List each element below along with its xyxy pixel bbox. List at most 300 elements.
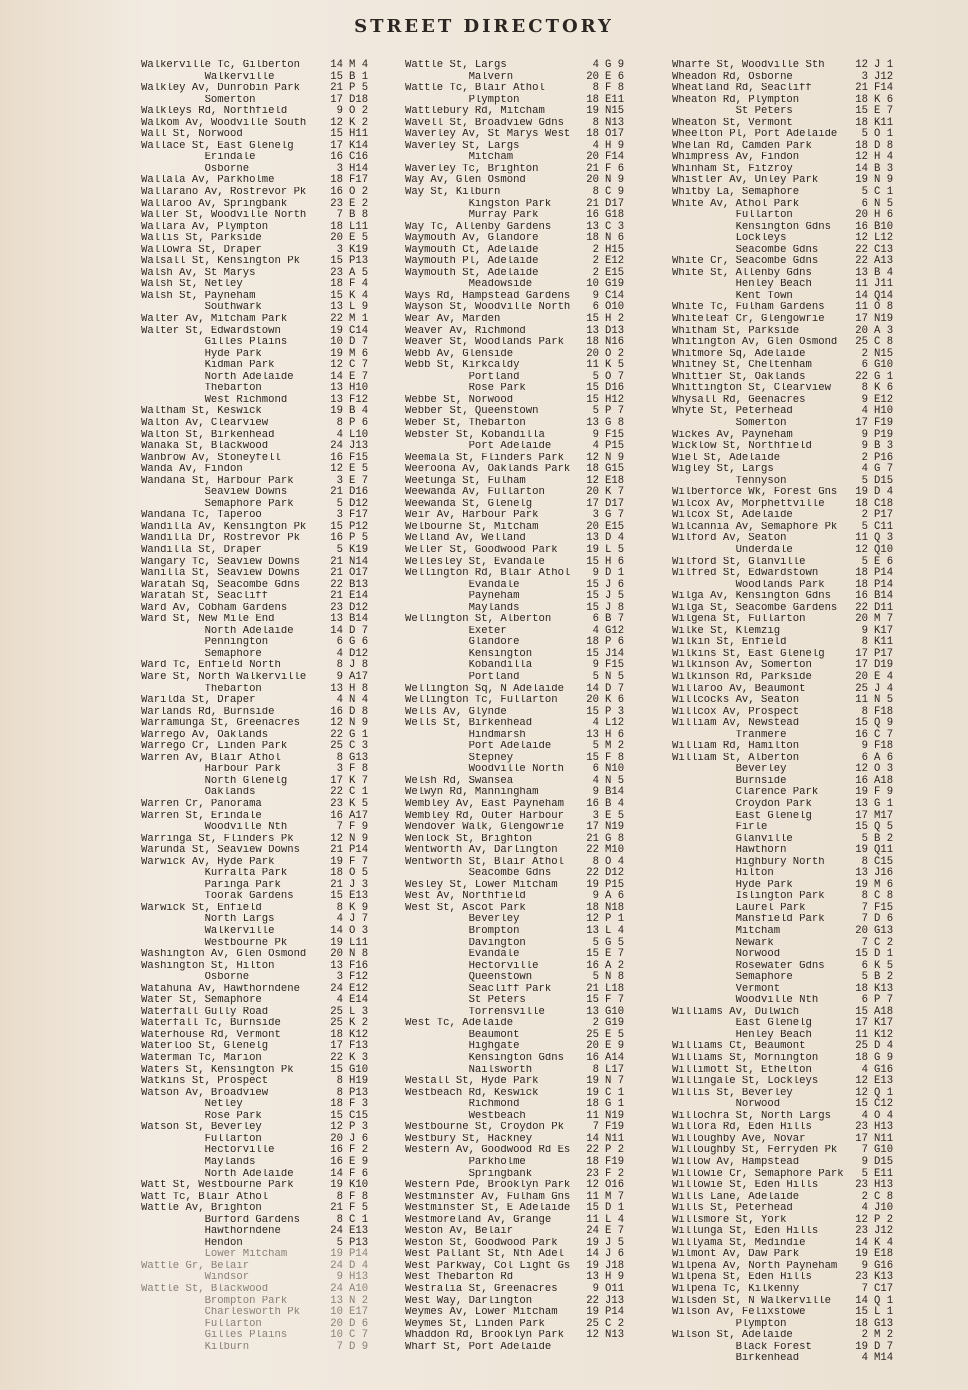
map-page: 18 <box>586 636 599 649</box>
directory-entry <box>405 118 635 130</box>
map-page: 5 <box>861 520 868 533</box>
map-page: 24 <box>330 440 343 453</box>
directory-entry <box>141 1272 379 1284</box>
map-page: 22 <box>586 844 599 857</box>
directory-entry <box>141 1342 379 1354</box>
map-page: 5 <box>861 1167 868 1180</box>
map-page: 22 <box>855 370 868 383</box>
directory-entry <box>672 187 904 199</box>
map-page: 3 <box>592 809 599 822</box>
directory-entry <box>405 603 635 615</box>
street-name: Wilmont Av, Daw Park <box>672 1249 800 1261</box>
map-page: 18 <box>586 901 599 914</box>
directory-entry <box>405 1007 635 1019</box>
map-page: 22 <box>586 867 599 880</box>
street-name: Waltham St, Keswick <box>141 406 262 418</box>
grid-reference: N 9 <box>874 174 894 187</box>
grid-reference: D 7 <box>349 336 369 349</box>
map-page: 16 <box>330 705 343 718</box>
directory-entry <box>405 1018 635 1030</box>
map-page: 20 <box>586 151 599 164</box>
map-page: 12 <box>330 116 343 129</box>
map-page: 23 <box>330 798 343 810</box>
grid-reference: B 2 <box>874 832 894 845</box>
grid-reference: C 7 <box>349 359 369 372</box>
street-name: Williams Ct, Beaumont <box>672 1041 806 1053</box>
grid-reference: J 3 <box>349 878 369 891</box>
directory-entry <box>141 1099 379 1111</box>
street-name: Waratah St, Seacliff <box>141 591 269 603</box>
street-name: Semaphore <box>141 648 262 660</box>
directory-entry <box>672 1053 904 1065</box>
street-name: William Av, Newstead <box>672 718 800 730</box>
directory-entry <box>405 984 635 996</box>
directory-entry <box>141 441 379 453</box>
grid-reference: E 9 <box>349 1155 369 1168</box>
street-name: Toorak Gardens <box>141 891 294 903</box>
grid-reference: N 2 <box>349 1294 369 1307</box>
directory-entry <box>405 233 635 245</box>
directory-entry <box>405 199 635 211</box>
map-page: 13 <box>330 959 343 972</box>
grid-reference: G15 <box>605 463 625 476</box>
street-name: Newark <box>672 937 774 949</box>
directory-entry <box>141 1226 379 1238</box>
directory-entry <box>141 1261 379 1273</box>
directory-entry <box>672 245 904 257</box>
street-name: Portland <box>405 671 520 683</box>
grid-reference: H 9 <box>605 1271 625 1284</box>
map-page: 9 <box>336 105 343 118</box>
grid-reference: F12 <box>349 393 369 406</box>
directory-entry <box>141 672 379 684</box>
map-page: 18 <box>855 982 868 995</box>
grid-reference: C 1 <box>874 186 894 199</box>
directory-entry <box>405 1122 635 1134</box>
grid-reference: D 6 <box>874 913 894 926</box>
street-name: Webster St, Kobandilla <box>405 429 545 441</box>
directory-entry <box>672 903 904 915</box>
directory-entry <box>672 1342 904 1354</box>
street-name: Brompton <box>405 926 520 938</box>
map-page: 8 <box>861 705 868 718</box>
map-page: 5 <box>336 497 343 510</box>
grid-reference: J10 <box>874 1202 894 1215</box>
map-page: 2 <box>592 266 599 279</box>
grid-reference: B 3 <box>874 440 894 453</box>
map-page: 17 <box>855 659 868 672</box>
grid-reference: O11 <box>605 1282 625 1295</box>
grid-reference: D 1 <box>605 1202 625 1215</box>
street-name: Whittier St, Oaklands <box>672 371 806 383</box>
street-name: Tennyson <box>672 475 787 487</box>
map-page: 9 <box>861 440 868 453</box>
street-name: Willoughby Ave, Novar <box>672 1133 806 1145</box>
directory-entry <box>672 430 904 442</box>
directory-entry <box>405 695 635 707</box>
grid-reference: H13 <box>874 1121 894 1134</box>
grid-reference: F 9 <box>874 786 894 799</box>
directory-entry <box>405 614 635 626</box>
street-name: Wandilla Dr, Rostrevor Pk <box>141 533 300 545</box>
grid-reference: J11 <box>874 278 894 291</box>
directory-entry <box>405 1134 635 1146</box>
street-name: Welbourne St, Mitcham <box>405 521 539 533</box>
directory-entry <box>405 637 635 649</box>
directory-entry <box>405 141 635 153</box>
grid-reference: N 9 <box>349 717 369 730</box>
map-page: 17 <box>855 1017 868 1030</box>
grid-reference: P13 <box>349 1086 369 1099</box>
grid-reference: F15 <box>349 451 369 464</box>
street-name: Thebarton <box>141 383 262 395</box>
map-page: 16 <box>330 151 343 164</box>
grid-reference: P13 <box>349 255 369 268</box>
grid-reference: H12 <box>605 393 625 406</box>
directory-entry <box>672 372 904 384</box>
map-page: 22 <box>330 728 343 741</box>
grid-reference: E 9 <box>605 1040 625 1053</box>
grid-reference: M 7 <box>605 1190 625 1203</box>
grid-reference: H 2 <box>605 313 625 326</box>
directory-entry <box>405 949 635 961</box>
map-page: 18 <box>586 93 599 106</box>
directory-entry <box>141 129 379 141</box>
street-name: Southwark <box>141 302 262 314</box>
street-name: Weir Av, Harbour Park <box>405 510 539 522</box>
directory-entry <box>405 326 635 338</box>
directory-entry <box>141 187 379 199</box>
street-name: Watt Tc, Blair Athol <box>141 1191 269 1203</box>
map-page: 21 <box>586 982 599 995</box>
grid-reference: G 1 <box>349 728 369 741</box>
street-name: Wandana Tc, Taperoo <box>141 510 262 522</box>
map-page: 11 <box>855 694 868 707</box>
grid-reference: E12 <box>605 255 625 268</box>
grid-reference: F 8 <box>349 1190 369 1203</box>
grid-reference: N 7 <box>605 1075 625 1088</box>
directory-entry <box>672 1353 904 1365</box>
map-page: 23 <box>330 601 343 614</box>
directory-entry <box>672 476 904 488</box>
street-name: Woodville Nth <box>141 822 288 834</box>
grid-reference: A 5 <box>349 266 369 279</box>
directory-entry <box>672 557 904 569</box>
grid-reference: N19 <box>605 821 625 834</box>
grid-reference: O 3 <box>874 763 894 776</box>
map-page: 20 <box>330 1132 343 1145</box>
directory-entry <box>141 926 379 938</box>
grid-reference: D11 <box>874 601 894 614</box>
grid-reference: C16 <box>349 151 369 164</box>
map-page: 21 <box>586 832 599 845</box>
directory-entry <box>672 1041 904 1053</box>
street-name: Whitham St, Parkside <box>672 325 800 337</box>
street-name: Willaroo Av, Beaumont <box>672 683 806 695</box>
map-page: 2 <box>861 347 868 360</box>
grid-reference: L18 <box>605 982 625 995</box>
directory-entry <box>672 1099 904 1111</box>
street-name: Wigley St, Largs <box>672 464 774 476</box>
grid-reference: D 7 <box>605 682 625 695</box>
map-page: 9 <box>592 428 599 441</box>
street-name: Kidman Park <box>141 360 275 372</box>
street-name: Westbourne Pk <box>141 937 288 949</box>
street-name: Walter St, Edwardstown <box>141 325 281 337</box>
directory-entry <box>405 349 635 361</box>
directory-entry <box>141 152 379 164</box>
street-name: Washington Av, Glen Osmond <box>141 949 307 961</box>
directory-entry <box>672 649 904 661</box>
street-name: Way Tc, Allenby Gardens <box>405 221 552 233</box>
street-name: Wallala Av, Parkholme <box>141 175 275 187</box>
street-name: St Peters <box>672 106 793 118</box>
grid-reference: F 4 <box>349 278 369 291</box>
street-name: Webber St, Queenstown <box>405 406 539 418</box>
directory-entry <box>672 891 904 903</box>
directory-entry <box>405 418 635 430</box>
grid-reference: A13 <box>874 255 894 268</box>
directory-entry <box>141 430 379 442</box>
map-page: 22 <box>855 243 868 256</box>
street-name: Norwood <box>672 949 781 961</box>
map-page: 17 <box>330 1040 343 1053</box>
directory-entry <box>405 1330 635 1342</box>
map-page: 22 <box>586 1144 599 1157</box>
directory-entry <box>141 95 379 107</box>
grid-reference: C14 <box>349 324 369 337</box>
street-name: Wilkins St, East Glenelg <box>672 648 825 660</box>
directory-entry <box>141 961 379 973</box>
directory-entry <box>405 857 635 869</box>
grid-reference: O10 <box>605 301 625 314</box>
directory-entry <box>672 1065 904 1077</box>
directory-entry <box>141 1018 379 1030</box>
street-name: White Cr, Seacombe Gdns <box>672 256 819 268</box>
grid-reference: P14 <box>349 844 369 857</box>
street-name: Wicklow St, Northfield <box>672 441 812 453</box>
grid-reference: G18 <box>605 209 625 222</box>
grid-reference: F 5 <box>349 1202 369 1215</box>
directory-entry <box>141 1122 379 1134</box>
grid-reference: O 8 <box>874 301 894 314</box>
map-page: 21 <box>330 82 343 95</box>
directory-entry <box>141 822 379 834</box>
street-name: Erindale <box>141 152 256 164</box>
street-name: Walsh St, Netley <box>141 279 243 291</box>
grid-reference: F15 <box>605 428 625 441</box>
map-page: 20 <box>855 613 868 626</box>
grid-reference: B14 <box>349 613 369 626</box>
grid-reference: E 7 <box>605 1225 625 1238</box>
map-page: 5 <box>592 971 599 984</box>
street-name: Wilcannia Av, Semaphore Pk <box>672 521 838 533</box>
grid-reference: P 7 <box>605 405 625 418</box>
map-page: 20 <box>855 209 868 222</box>
map-page: 14 <box>330 1167 343 1180</box>
street-name: Hendon <box>141 1237 243 1249</box>
map-page: 8 <box>336 1190 343 1203</box>
street-name: Walsall St, Kensington Pk <box>141 256 300 268</box>
street-name: Wheadon Rd, Osborne <box>672 71 793 83</box>
directory-entry <box>672 1111 904 1123</box>
street-name: Wells St, Birkenhead <box>405 718 533 730</box>
grid-reference: B13 <box>349 578 369 591</box>
street-name: Willyama St, Medindie <box>672 1237 806 1249</box>
street-name: Henley Beach <box>672 1029 812 1041</box>
map-page: 8 <box>336 1213 343 1226</box>
directory-entry <box>141 383 379 395</box>
street-name: Payneham <box>405 591 520 603</box>
map-page: 22 <box>586 1294 599 1307</box>
grid-reference: N 9 <box>605 451 625 464</box>
directory-entry <box>141 707 379 719</box>
map-page: 13 <box>586 1005 599 1018</box>
directory-entry <box>672 1319 904 1331</box>
map-page: 19 <box>330 347 343 360</box>
street-name: Wilga St, Seacombe Gardens <box>672 602 838 614</box>
grid-reference: C 2 <box>605 1317 625 1330</box>
street-name: Wall St, Norwood <box>141 129 243 141</box>
street-name: Warren Av, Blair Athol <box>141 752 281 764</box>
map-page: 5 <box>592 370 599 383</box>
map-page: 16 <box>330 1144 343 1157</box>
street-name: Wilford Av, Seaton <box>672 533 787 545</box>
directory-entry <box>672 776 904 788</box>
directory-entry <box>672 1157 904 1169</box>
street-name: Seacombe Gdns <box>672 244 819 256</box>
map-page: 11 <box>855 1028 868 1041</box>
street-name: Welsh Rd, Swansea <box>405 775 514 787</box>
directory-entry <box>405 279 635 291</box>
directory-entry <box>672 984 904 996</box>
street-name: Wilgena St, Fullarton <box>672 614 806 626</box>
street-name: Ware St, North Walkerville <box>141 671 307 683</box>
street-name: West Parkway, Col Light Gs <box>405 1260 571 1272</box>
directory-entry <box>672 811 904 823</box>
map-page: 15 <box>330 70 343 83</box>
map-page: 15 <box>855 717 868 730</box>
street-name: Welwyn Rd, Manningham <box>405 787 539 799</box>
street-name: Waverley St, Largs <box>405 140 520 152</box>
grid-reference: G10 <box>349 1063 369 1076</box>
street-name: Vermont <box>672 983 781 995</box>
map-page: 17 <box>855 647 868 660</box>
grid-reference: G13 <box>349 751 369 764</box>
grid-reference: B 4 <box>605 798 625 810</box>
map-page: 5 <box>336 543 343 556</box>
street-name: Netley <box>141 1099 243 1111</box>
grid-reference: F17 <box>349 509 369 522</box>
street-name: Croydon Park <box>672 799 812 810</box>
street-name: Wallis St, Parkside <box>141 233 262 245</box>
map-page: 19 <box>855 174 868 187</box>
directory-entry <box>141 557 379 569</box>
directory-entry <box>672 764 904 776</box>
directory-entry <box>405 891 635 903</box>
grid-reference: H15 <box>605 243 625 256</box>
directory-entry <box>672 326 904 338</box>
street-name: Warrego Cr, Linden Park <box>141 741 288 753</box>
directory-entry <box>672 302 904 314</box>
map-page: 15 <box>855 105 868 118</box>
street-name: Waterfall Gully Road <box>141 1006 269 1018</box>
street-name: Whistler Av, Unley Park <box>672 175 819 187</box>
grid-reference: M10 <box>605 844 625 857</box>
map-page: 12 <box>855 1086 868 1099</box>
directory-entry <box>672 349 904 361</box>
directory-entry <box>405 1041 635 1053</box>
street-name: Maylands <box>141 1156 256 1168</box>
directory-entry <box>672 730 904 742</box>
grid-reference: F15 <box>874 901 894 914</box>
street-name: Islington Park <box>672 891 825 903</box>
map-page: 12 <box>330 1121 343 1134</box>
map-page: 4 <box>592 139 599 152</box>
map-page: 5 <box>592 740 599 753</box>
directory-entry <box>405 1261 635 1273</box>
directory-entry <box>141 603 379 615</box>
directory-entry <box>405 753 635 765</box>
directory-column-2 <box>405 60 635 1353</box>
street-name: Wellington Sq, N Adelaide <box>405 683 564 695</box>
map-page: 20 <box>586 347 599 360</box>
map-page: 14 <box>855 1236 868 1249</box>
street-name: Waymouth Pl, Adelaide <box>405 256 539 268</box>
map-page: 4 <box>336 913 343 926</box>
directory-entry <box>141 972 379 984</box>
directory-entry <box>672 707 904 719</box>
street-name: Windsor <box>141 1272 250 1284</box>
grid-reference: F12 <box>349 971 369 984</box>
directory-entry <box>405 406 635 418</box>
map-page: 19 <box>586 1259 599 1272</box>
street-name: Wallace St, East Glenelg <box>141 140 294 152</box>
grid-reference: F18 <box>874 705 894 718</box>
grid-reference: E 5 <box>605 1028 625 1041</box>
grid-reference: H 9 <box>605 139 625 152</box>
map-page: 8 <box>336 1075 343 1088</box>
map-page: 7 <box>592 1121 599 1134</box>
grid-reference: P 7 <box>874 994 894 1007</box>
grid-reference: N 6 <box>605 232 625 245</box>
directory-entry <box>141 1169 379 1181</box>
grid-reference: K10 <box>349 1179 369 1192</box>
street-name: Wellington St, Alberton <box>405 614 552 626</box>
grid-reference: K 6 <box>605 694 625 707</box>
grid-reference: J 6 <box>605 1248 625 1261</box>
directory-entry <box>141 164 379 176</box>
grid-reference: D19 <box>874 659 894 672</box>
map-page: 11 <box>586 1213 599 1226</box>
directory-entry <box>405 291 635 303</box>
grid-reference: G10 <box>874 1144 894 1157</box>
directory-entry <box>405 557 635 569</box>
map-page: 2 <box>861 1329 868 1342</box>
street-name: Walsh St, Payneham <box>141 290 256 302</box>
map-page: 15 <box>586 601 599 614</box>
street-name: West Tc, Adelaide <box>405 1018 514 1030</box>
map-page: 15 <box>586 382 599 395</box>
street-name: Ward Av, Cobham Gardens <box>141 602 288 614</box>
grid-reference: L 4 <box>605 925 625 938</box>
street-name: Wangary Tc, Seaview Downs <box>141 556 300 568</box>
grid-reference: C15 <box>349 1109 369 1122</box>
map-page: 19 <box>330 1248 343 1261</box>
directory-entry <box>405 1088 635 1100</box>
street-name: North Glenelg <box>141 775 288 787</box>
directory-entry <box>141 1076 379 1088</box>
